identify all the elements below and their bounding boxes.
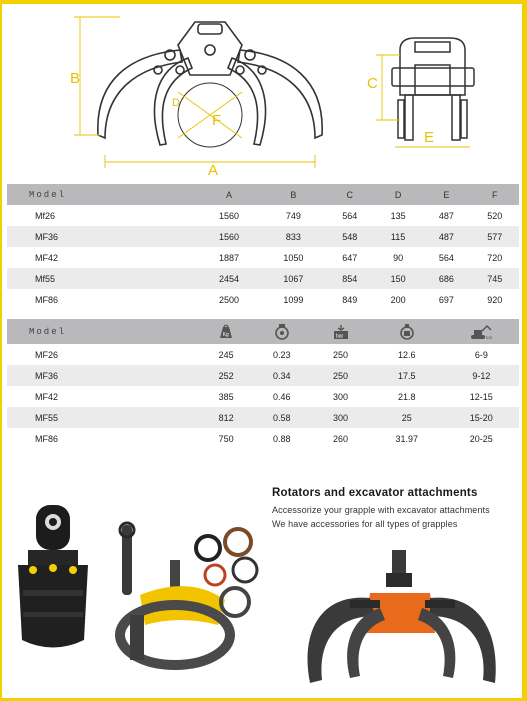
cell: 2454 — [197, 268, 261, 289]
excavator-tonnage-icon — [470, 324, 492, 340]
header-weight — [200, 319, 252, 344]
cell: 812 — [200, 407, 252, 428]
header-c: C — [326, 184, 374, 205]
cell: 686 — [422, 268, 470, 289]
header-f: F — [471, 184, 519, 205]
cell: 90 — [374, 247, 422, 268]
rotators-line-1: Accessorize your grapple with excavator attachments — [272, 505, 490, 515]
cell: 115 — [374, 226, 422, 247]
cell: 750 — [200, 428, 252, 449]
cell: 385 — [200, 386, 252, 407]
cell: 12-15 — [444, 386, 519, 407]
table-row — [7, 289, 519, 310]
dim-label-c: C — [367, 75, 378, 92]
performance-header-row — [7, 319, 519, 344]
cell: 548 — [326, 226, 374, 247]
cell: 1050 — [261, 247, 325, 268]
table-row — [7, 268, 519, 289]
cell: 20-25 — [444, 428, 519, 449]
cell: 833 — [261, 226, 325, 247]
cell: 21.8 — [370, 386, 444, 407]
grapple-front-dimension-drawing — [60, 10, 360, 180]
cell: 1099 — [261, 289, 325, 310]
cell-model: Mf26 — [7, 205, 197, 226]
cell: 920 — [471, 289, 519, 310]
dim-label-b: B — [70, 70, 81, 87]
cell-model: MF86 — [7, 428, 200, 449]
cell: 849 — [326, 289, 374, 310]
cell: 200 — [374, 289, 422, 310]
dim-label-e: E — [424, 129, 435, 146]
cell: 0.58 — [252, 407, 311, 428]
header-tonnage — [444, 319, 519, 344]
cell: 1067 — [261, 268, 325, 289]
header-a: A — [197, 184, 261, 205]
cell-model: MF42 — [7, 386, 200, 407]
table-row — [7, 365, 519, 386]
cell: 0.46 — [252, 386, 311, 407]
cell: 135 — [374, 205, 422, 226]
rotation-torque-icon — [398, 323, 416, 341]
grapple-opening-icon — [273, 323, 291, 341]
cell-model: MF36 — [7, 226, 197, 247]
cell: 260 — [311, 428, 370, 449]
cell: 1560 — [197, 226, 261, 247]
header-torque — [370, 319, 444, 344]
cell: 252 — [200, 365, 252, 386]
yellow-frame-left — [0, 0, 2, 701]
header-pressure — [311, 319, 370, 344]
cell: 720 — [471, 247, 519, 268]
table-row — [7, 205, 519, 226]
table-row — [7, 247, 519, 268]
cell: 697 — [422, 289, 470, 310]
dimensions-table — [7, 184, 519, 310]
rotator-photo — [8, 500, 98, 660]
header-d: D — [374, 184, 422, 205]
cell: 854 — [326, 268, 374, 289]
weight-icon-label: Kg — [222, 331, 229, 338]
tonnage-icon-label: ton — [486, 334, 493, 340]
cell: 300 — [311, 407, 370, 428]
cell-model: MF42 — [7, 247, 197, 268]
header-b: B — [261, 184, 325, 205]
excavator-attachment-photo — [100, 520, 270, 680]
dim-label-f: F — [212, 112, 222, 129]
cell-model: MF36 — [7, 365, 200, 386]
orange-grapple-photo — [290, 548, 515, 693]
cell: 1887 — [197, 247, 261, 268]
cell: 0.23 — [252, 344, 311, 365]
yellow-frame-top — [0, 0, 527, 4]
header-model: Model — [7, 319, 200, 344]
cell: 150 — [374, 268, 422, 289]
cell: 250 — [311, 344, 370, 365]
cell-model: MF55 — [7, 407, 200, 428]
dim-label-d: D — [172, 97, 180, 109]
cell: 6-9 — [444, 344, 519, 365]
cell: 9-12 — [444, 365, 519, 386]
dimensions-header-row — [7, 184, 519, 205]
cell: 17.5 — [370, 365, 444, 386]
header-e: E — [422, 184, 470, 205]
cell-model: Mf55 — [7, 268, 197, 289]
header-opening — [252, 319, 311, 344]
cell: 12.6 — [370, 344, 444, 365]
cell: 245 — [200, 344, 252, 365]
table-row — [7, 344, 519, 365]
grapple-side-dimension-drawing — [360, 20, 500, 160]
cell: 2500 — [197, 289, 261, 310]
cell: 250 — [311, 365, 370, 386]
cell: 745 — [471, 268, 519, 289]
pressure-icon-label: bar — [335, 333, 343, 339]
yellow-frame-right — [522, 0, 527, 701]
cell: 0.88 — [252, 428, 311, 449]
cell: 15-20 — [444, 407, 519, 428]
cell: 487 — [422, 205, 470, 226]
cell: 647 — [326, 247, 374, 268]
table-row — [7, 386, 519, 407]
bar-pressure-icon — [332, 324, 350, 340]
cell: 300 — [311, 386, 370, 407]
dim-label-a: A — [208, 162, 219, 179]
rotators-title: Rotators and excavator attachments — [272, 487, 478, 499]
cell: 749 — [261, 205, 325, 226]
cell: 1560 — [197, 205, 261, 226]
header-model: Model — [7, 184, 197, 205]
cell: 0.34 — [252, 365, 311, 386]
cell: 564 — [422, 247, 470, 268]
performance-table — [7, 319, 519, 449]
cell: 564 — [326, 205, 374, 226]
table-row — [7, 407, 519, 428]
cell: 577 — [471, 226, 519, 247]
cell-model: MF86 — [7, 289, 197, 310]
rotators-line-2: We have accessories for all types of grapples — [272, 519, 458, 529]
cell: 25 — [370, 407, 444, 428]
table-row — [7, 428, 519, 449]
cell: 520 — [471, 205, 519, 226]
table-row — [7, 226, 519, 247]
weight-kg-icon — [218, 324, 234, 340]
cell-model: MF26 — [7, 344, 200, 365]
cell: 487 — [422, 226, 470, 247]
cell: 31.97 — [370, 428, 444, 449]
